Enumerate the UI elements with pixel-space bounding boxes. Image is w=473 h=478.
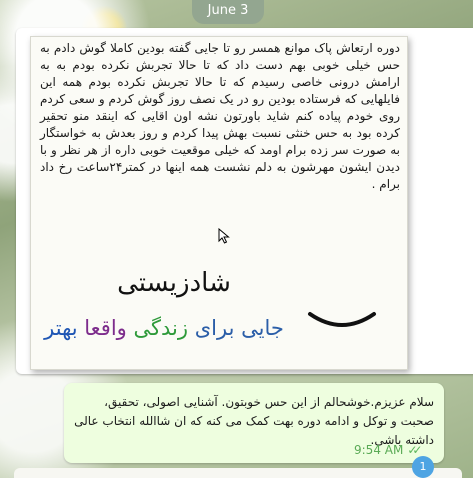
slogan-word: بهتر [44, 316, 78, 340]
cursor-icon [218, 228, 230, 244]
double-check-icon: ✓✓ [407, 443, 418, 457]
smile-icon [306, 308, 378, 330]
slogan-word: برای [194, 316, 235, 340]
unread-badge[interactable]: 1 [412, 456, 434, 478]
note-text: دوره ارتعاش پاک موانع همسر رو تا جایی گفته بودین کاملا گوش دادم به حس خیلی خوبی بهم دست داد که تا حالا تجربش نکرده بودم به به ارامش درونی خاصی رسیدم که تا حالا تجربش نکرده بودم همه این فایلهایی که فرستاده بودین رو در یک نصف روز گوش کردم و سعی کردم روی خودم پیاده کنم شاید باورتون نشه اون اقایی که اینقد منو تحقیر کرده بود به حس خنثی نسبت بهش پیدا کردم و روز بعدش به خواستگار به صورت سر زده برام اومد که خیلی موقعیت خوبی داره از هر نظر و با دیدن ایشون مهرشون به دلم نشست همه اینها در کمتر۲۴ساعت رخ داد برام . [40, 41, 400, 191]
slogan-word: واقعا [84, 316, 127, 340]
reply-text: سلام عزیزم.خوشحالم از این حس خوبتون. آشنایی اصولی، تحقیق، صحبت و توکل و ادامه دوره بهت کمک می کنه که ان شاالله انتخاب عالی داشته باشی. [74, 395, 434, 447]
date-separator: June 3 [192, 0, 264, 24]
message-time: 9:54 AM [354, 443, 404, 457]
slogan-word: جایی [241, 316, 284, 340]
brand-slogan [30, 316, 298, 340]
message-meta [354, 442, 446, 458]
next-message-bubble[interactable] [14, 468, 462, 478]
brand-title: شادزیستی [117, 268, 231, 298]
slogan-word: زندگی [133, 316, 189, 340]
